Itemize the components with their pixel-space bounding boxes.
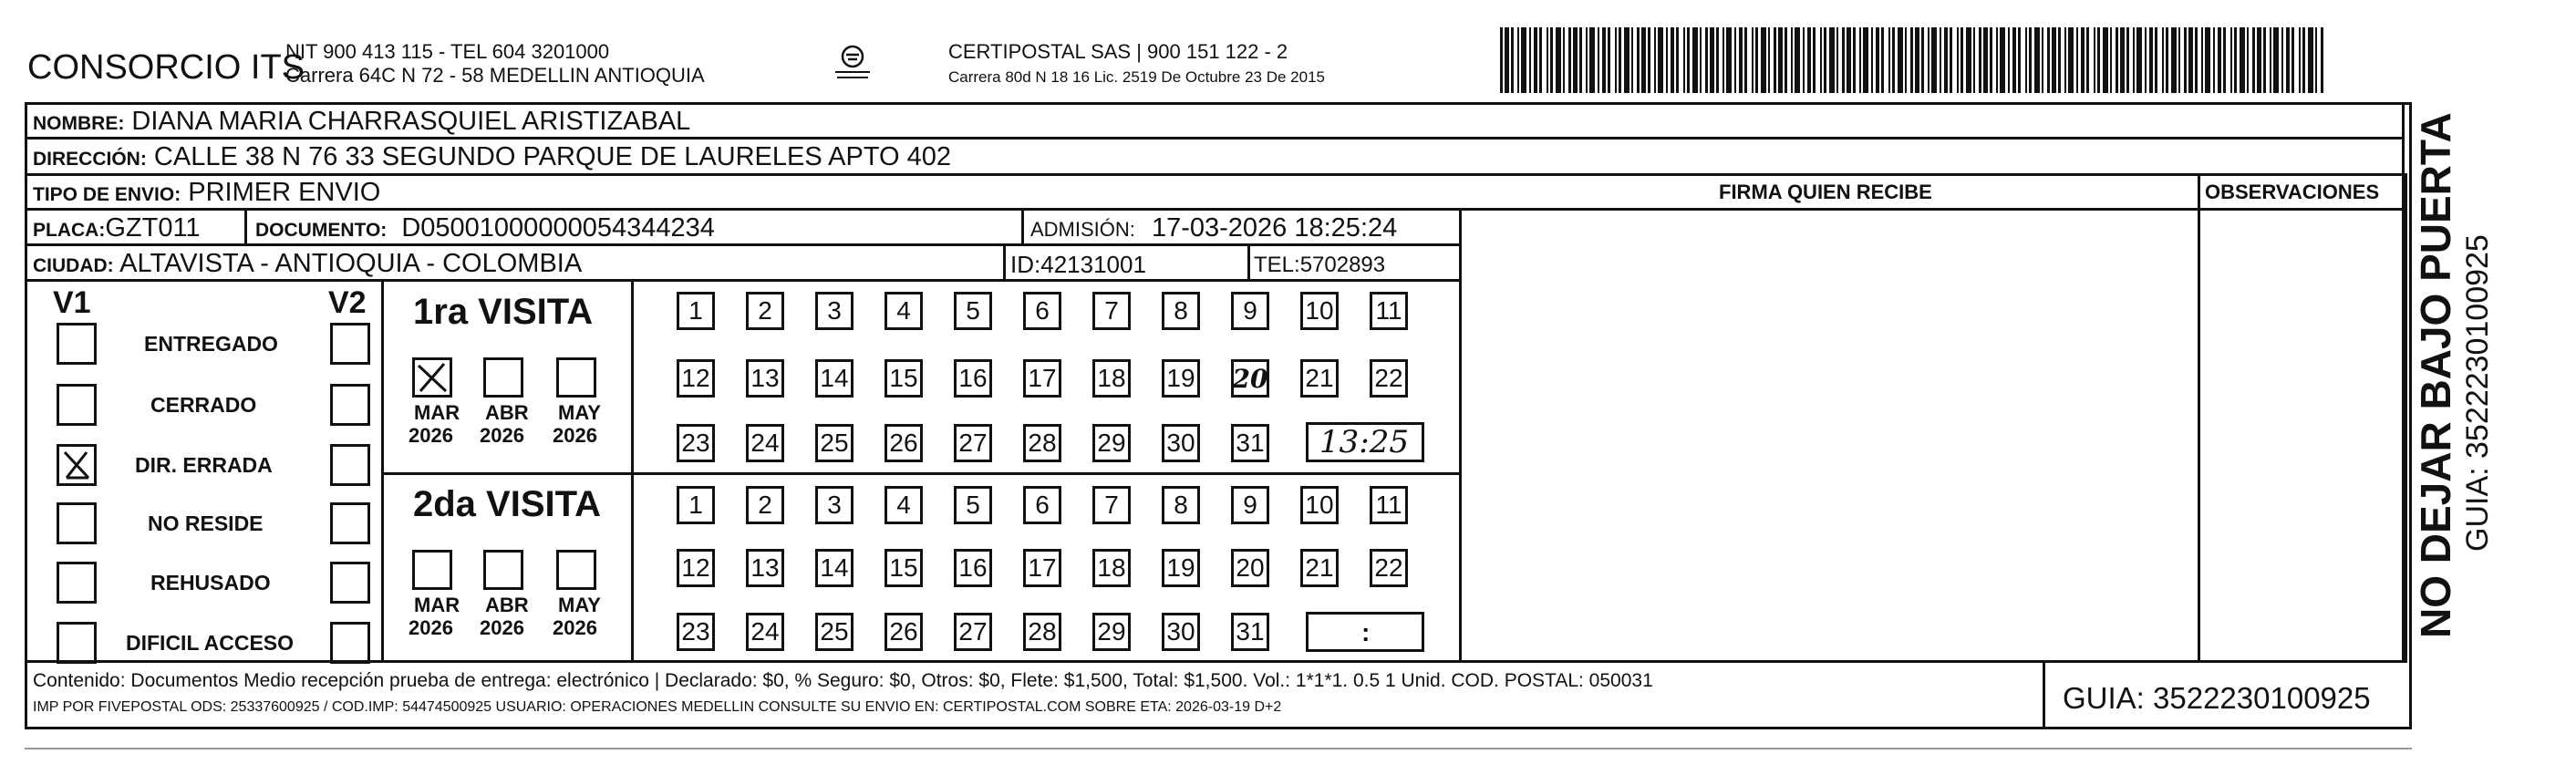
- day-cell[interactable]: 19: [1162, 359, 1200, 398]
- barcode-bar: [2184, 27, 2187, 93]
- barcode-bar: [2321, 27, 2323, 93]
- x-mark-icon: [415, 360, 450, 395]
- day-cell[interactable]: 10: [1300, 486, 1339, 524]
- barcode-bar: [2047, 27, 2050, 93]
- day-cell[interactable]: 8: [1162, 292, 1200, 330]
- status-label: DIR. ERRADA: [135, 453, 273, 477]
- barcode-bar: [1960, 27, 1963, 93]
- barcode-bar: [2223, 27, 2226, 93]
- barcode-bar: [2188, 27, 2193, 93]
- tipo-value: PRIMER ENVIO: [188, 178, 381, 207]
- id-value: 42131001: [1040, 251, 1146, 278]
- ciudad-label: CIUDAD:: [33, 255, 114, 276]
- barcode-bar: [1778, 27, 1783, 93]
- visit1-title: 1ra VISITA: [413, 292, 594, 332]
- day-cell[interactable]: 24: [746, 424, 784, 462]
- barcode-bar: [1829, 27, 1835, 93]
- barcode-bar: [1619, 27, 1621, 93]
- barcode-bar: [2201, 27, 2203, 93]
- barcode-bar: [1836, 27, 1838, 93]
- barcode-bar: [1666, 27, 1668, 93]
- month-label: MAR: [414, 594, 460, 616]
- day-cell[interactable]: 31: [1231, 613, 1269, 651]
- barcode-bar: [1529, 27, 1531, 93]
- barcode-bar: [2029, 27, 2032, 93]
- barcode-bar: [1692, 27, 1698, 93]
- carrier-address: Carrera 80d N 18 16 Lic. 2519 De Octubre 23 De 2015: [948, 68, 1325, 86]
- barcode-bar: [1979, 27, 1981, 93]
- status-v1-checkbox[interactable]: [57, 323, 97, 365]
- direccion-value: CALLE 38 N 76 33 SEGUNDO PARQUE DE LAURELES APTO 402: [153, 142, 952, 171]
- barcode-bar: [1739, 27, 1743, 93]
- barcode-bar: [2025, 27, 2027, 93]
- admision-value: 17-03-2026 18:25:24: [1151, 213, 1398, 243]
- footer-imp: IMP POR FIVEPOSTAL ODS: 25337600925 / COD.IMP: 54474500925 USUARIO: OPERACIONES MEDELLIN CONSULTE SU ENVIO EN: CERTIPOSTAL.COM SOBRE ETA: 2026-03-19 D+2: [33, 699, 1282, 715]
- barcode-bar: [1624, 27, 1629, 93]
- day-cell[interactable]: 27: [954, 424, 992, 462]
- barcode-bar: [1915, 27, 1919, 93]
- barcode-bar: [1847, 27, 1851, 93]
- barcode-bar: [2299, 27, 2301, 93]
- day-cell[interactable]: 28: [1023, 424, 1061, 462]
- nombre-value: DIANA MARIA CHARRASQUIEL ARISTIZABAL: [131, 107, 691, 136]
- documento-value: D05001000000054344234: [401, 213, 715, 243]
- admision-label: ADMISIÓN:: [1030, 218, 1135, 241]
- barcode-bar: [1608, 27, 1610, 93]
- observaciones-header: OBSERVACIONES: [2205, 181, 2380, 203]
- barcode-bar: [2012, 27, 2016, 93]
- day-cell[interactable]: 16: [954, 549, 992, 587]
- barcode-bar: [2076, 27, 2078, 93]
- id-label: ID:: [1010, 251, 1041, 278]
- day-cell[interactable]: 7: [1092, 292, 1131, 330]
- day-cell[interactable]: 12: [677, 359, 715, 398]
- month-label: MAY: [558, 594, 601, 616]
- barcode-bar: [2281, 27, 2283, 93]
- day-cell[interactable]: 3: [815, 486, 853, 524]
- barcode-bar: [1820, 27, 1822, 93]
- company-nit: NIT 900 413 115 - TEL 604 3201000: [285, 40, 610, 63]
- year-label: 2026: [409, 616, 453, 639]
- barcode-bar: [1615, 27, 1617, 93]
- day-cell[interactable]: 5: [954, 486, 992, 524]
- barcode-bar: [1726, 27, 1732, 93]
- barcode-bar: [1966, 27, 1971, 93]
- firma-header: FIRMA QUIEN RECIBE: [1719, 181, 1932, 203]
- barcode-bar: [2247, 27, 2249, 93]
- barcode-bar: [1568, 27, 1571, 93]
- barcode-bar: [2126, 27, 2129, 93]
- footer-guia: GUIA: 3522230100925: [2063, 681, 2371, 715]
- day-cell[interactable]: 19: [1162, 549, 1200, 587]
- barcode-bar: [1534, 27, 1537, 93]
- barcode-bar: [1853, 27, 1856, 93]
- day-cell[interactable]: 26: [885, 424, 923, 462]
- company-address: Carrera 64C N 72 - 58 MEDELLIN ANTIOQUIA: [285, 64, 705, 87]
- status-label: NO RESIDE: [148, 512, 264, 535]
- barcode-bar: [2097, 27, 2100, 93]
- barcode-bar: [1579, 27, 1582, 93]
- barcode-bar: [2171, 27, 2177, 93]
- month-checkbox[interactable]: [483, 357, 523, 398]
- day-cell[interactable]: 14: [815, 549, 853, 587]
- day-cell[interactable]: 15: [885, 549, 923, 587]
- day-cell[interactable]: 23: [677, 613, 715, 651]
- day-cell[interactable]: 31: [1231, 424, 1269, 462]
- barcode-bar: [2064, 27, 2066, 93]
- tel-row: [1254, 254, 1385, 276]
- barcode-bar: [1768, 27, 1770, 93]
- barcode-bar: [1824, 27, 1826, 93]
- barcode-bar: [2308, 27, 2313, 93]
- v1-header: V1: [53, 285, 91, 320]
- barcode-bar: [2270, 27, 2271, 93]
- barcode-bar: [1785, 27, 1787, 93]
- barcode-bar: [2166, 27, 2168, 93]
- direccion-label: DIRECCIÓN:: [33, 149, 147, 170]
- barcode-bar: [1888, 27, 1890, 93]
- barcode-bar: [2133, 27, 2135, 93]
- day-cell[interactable]: 20: [1231, 359, 1269, 398]
- footer-contenido: Contenido: Documentos Medio recepción prueba de entrega: electrónico | Declarado: $0, % Seguro: $0, Otros: $0, Flete: $1,500, Total: $1,500. Vol.: 1*1*1. 0.5 1 Unid. COD. POSTAL: 050031: [33, 670, 1653, 691]
- barcode-bar: [1539, 27, 1542, 93]
- year-label: 2026: [553, 424, 597, 447]
- placa-value: GZT011: [105, 213, 201, 243]
- barcode-bar: [2103, 27, 2108, 93]
- barcode-bar: [1563, 27, 1565, 93]
- carrier-name: CERTIPOSTAL SAS | 900 151 122 - 2: [948, 40, 1288, 63]
- barcode-bar: [2081, 27, 2085, 93]
- day-cell[interactable]: 21: [1300, 549, 1339, 587]
- barcode-bar: [2094, 27, 2095, 93]
- status-v2-checkbox[interactable]: [330, 444, 370, 486]
- barcode-bar: [1944, 27, 1948, 93]
- barcode-bar: [2315, 27, 2317, 93]
- barcode-bar: [1547, 27, 1548, 93]
- barcode-bar: [1803, 27, 1805, 93]
- status-v2-checkbox[interactable]: [330, 622, 370, 664]
- year-label: 2026: [480, 424, 524, 447]
- barcode-bar: [1876, 27, 1879, 93]
- barcode-bar: [1871, 27, 1873, 93]
- barcode-bar: [1589, 27, 1595, 93]
- day-cell[interactable]: 9: [1231, 486, 1269, 524]
- barcode-bar: [2230, 27, 2232, 93]
- day-cell[interactable]: 18: [1092, 549, 1131, 587]
- barcode-bar: [1905, 27, 1907, 93]
- barcode-bar: [2257, 27, 2261, 93]
- barcode-bar: [1761, 27, 1766, 93]
- day-cell[interactable]: 17: [1023, 549, 1061, 587]
- day-cell[interactable]: 23: [677, 424, 715, 462]
- nombre-label: NOMBRE:: [33, 113, 125, 134]
- barcode-bar: [2008, 27, 2010, 93]
- status-label: CERRADO: [150, 393, 257, 417]
- day-cell[interactable]: 30: [1162, 424, 1200, 462]
- day-cell[interactable]: 4: [885, 292, 923, 330]
- ciudad-row: [33, 251, 582, 277]
- barcode-bar: [1752, 27, 1754, 93]
- day-cell[interactable]: 4: [885, 486, 923, 524]
- barcode-bar: [2145, 27, 2147, 93]
- month-label: ABR: [485, 594, 529, 616]
- ciudad-value: ALTAVISTA - ANTIOQUIA - COLOMBIA: [119, 249, 583, 278]
- day-cell[interactable]: 22: [1370, 549, 1408, 587]
- year-label: 2026: [553, 616, 597, 639]
- visit2-time: :: [1361, 618, 1371, 646]
- barcode-bar: [1734, 27, 1736, 93]
- month-checkbox[interactable]: [483, 550, 523, 590]
- day-cell[interactable]: 1: [677, 292, 715, 330]
- barcode-bar: [1791, 27, 1793, 93]
- day-cell[interactable]: 21: [1300, 359, 1339, 398]
- barcode-bar: [1556, 27, 1561, 93]
- day-cell[interactable]: 13: [746, 549, 784, 587]
- barcode-bar: [1505, 27, 1509, 93]
- nombre-row: [33, 108, 690, 135]
- barcode-bar: [1898, 27, 1903, 93]
- barcode-bar: [1723, 27, 1724, 93]
- barcode-bar: [1996, 27, 1998, 93]
- month-label: MAR: [414, 401, 460, 424]
- admision-row: [1030, 215, 1397, 242]
- barcode-bar: [1705, 27, 1708, 93]
- documento-row: [255, 215, 715, 242]
- barcode-bar: [2116, 27, 2118, 93]
- barcode-bar: [1892, 27, 1895, 93]
- barcode-bar: [1500, 27, 1503, 93]
- barcode: [1500, 27, 2330, 93]
- side-guia: GUIA: 3522230100925: [2460, 234, 2495, 552]
- day-cell[interactable]: 12: [677, 549, 715, 587]
- barcode-bar: [1910, 27, 1913, 93]
- day-cell[interactable]: 29: [1092, 424, 1131, 462]
- day-cell[interactable]: 5: [954, 292, 992, 330]
- month-checkbox[interactable]: [556, 550, 596, 590]
- barcode-bar: [1813, 27, 1816, 93]
- barcode-bar: [1511, 27, 1514, 93]
- barcode-bar: [1881, 27, 1884, 93]
- direccion-row: [33, 144, 951, 170]
- day-cell[interactable]: 22: [1370, 359, 1408, 398]
- day-cell[interactable]: 2: [746, 292, 784, 330]
- barcode-bar: [2052, 27, 2056, 93]
- day-cell[interactable]: 30: [1162, 613, 1200, 651]
- barcode-bar: [1683, 27, 1685, 93]
- barcode-bar: [1700, 27, 1702, 93]
- barcode-bar: [1631, 27, 1633, 93]
- day-cell[interactable]: 10: [1300, 292, 1339, 330]
- barcode-bar: [1602, 27, 1606, 93]
- status-v2-checkbox[interactable]: [330, 384, 370, 426]
- barcode-bar: [1973, 27, 1975, 93]
- tel-label: TEL:: [1254, 253, 1300, 277]
- status-label: ENTREGADO: [144, 332, 278, 356]
- barcode-bar: [1517, 27, 1519, 93]
- barcode-bar: [2302, 27, 2305, 93]
- barcode-bar: [2086, 27, 2089, 93]
- barcode-bar: [2155, 27, 2157, 93]
- barcode-bar: [1842, 27, 1845, 93]
- day-cell[interactable]: 26: [885, 613, 923, 651]
- certipostal-logo: [830, 38, 875, 84]
- barcode-bar: [2068, 27, 2074, 93]
- barcode-bar: [2273, 27, 2279, 93]
- month-checkbox[interactable]: [556, 357, 596, 398]
- year-label: 2026: [409, 424, 453, 447]
- day-cell[interactable]: 25: [815, 424, 853, 462]
- barcode-bar: [1676, 27, 1679, 93]
- v2-header: V2: [328, 285, 367, 320]
- barcode-bar: [1586, 27, 1588, 93]
- month-checkbox[interactable]: [412, 357, 452, 398]
- status-v1-checkbox[interactable]: [57, 444, 97, 486]
- barcode-bar: [1710, 27, 1714, 93]
- barcode-bar: [2162, 27, 2164, 93]
- visit1-time-box[interactable]: [1306, 422, 1424, 462]
- barcode-bar: [1957, 27, 1959, 93]
- status-label: DIFICIL ACCESO: [126, 631, 295, 655]
- day-cell[interactable]: 3: [815, 292, 853, 330]
- barcode-bar: [1550, 27, 1553, 93]
- status-v2-checkbox[interactable]: [330, 323, 370, 365]
- day-cell[interactable]: 18: [1092, 359, 1131, 398]
- barcode-bar: [1573, 27, 1578, 93]
- no-dejar-bajo-puerta: NO DEJAR BAJO PUERTA: [2412, 112, 2459, 638]
- barcode-bar: [1807, 27, 1811, 93]
- status-v1-checkbox[interactable]: [57, 562, 97, 604]
- barcode-bar: [2292, 27, 2294, 93]
- barcode-bar: [1654, 27, 1656, 93]
- barcode-bar: [1598, 27, 1599, 93]
- barcode-bar: [2136, 27, 2142, 93]
- barcode-bar: [2205, 27, 2210, 93]
- barcode-bar: [1648, 27, 1650, 93]
- visit2-title: 2da VISITA: [413, 484, 601, 524]
- barcode-bar: [2000, 27, 2005, 93]
- day-cell[interactable]: 11: [1370, 486, 1408, 524]
- barcode-bar: [2058, 27, 2061, 93]
- day-cell[interactable]: 9: [1231, 292, 1269, 330]
- placa-label: PLACA:: [33, 220, 106, 241]
- day-cell[interactable]: 13: [746, 359, 784, 398]
- barcode-bar: [2252, 27, 2255, 93]
- status-v1-checkbox[interactable]: [57, 622, 97, 664]
- visit1-time: 13:25: [1319, 424, 1409, 460]
- month-label: ABR: [485, 401, 529, 424]
- day-cell[interactable]: 29: [1092, 613, 1131, 651]
- barcode-bar: [2110, 27, 2112, 93]
- day-cell[interactable]: 28: [1023, 613, 1061, 651]
- day-cell[interactable]: 17: [1023, 359, 1061, 398]
- day-cell[interactable]: 6: [1023, 486, 1061, 524]
- barcode-bar: [1716, 27, 1719, 93]
- id-row: [1010, 253, 1146, 276]
- barcode-bar: [1940, 27, 1941, 93]
- tel-value: 5702893: [1299, 253, 1386, 277]
- status-v2-checkbox[interactable]: [330, 502, 370, 544]
- barcode-bar: [1990, 27, 1992, 93]
- barcode-bar: [2195, 27, 2198, 93]
- barcode-bar: [1774, 27, 1776, 93]
- barcode-bar: [2213, 27, 2215, 93]
- day-cell[interactable]: 11: [1370, 292, 1408, 330]
- barcode-bar: [1521, 27, 1526, 93]
- status-v2-checkbox[interactable]: [330, 562, 370, 604]
- barcode-bar: [1641, 27, 1646, 93]
- day-cell[interactable]: 16: [954, 359, 992, 398]
- barcode-bar: [2234, 27, 2237, 93]
- company-name: CONSORCIO ITS: [27, 48, 305, 87]
- day-cell[interactable]: 8: [1162, 486, 1200, 524]
- day-cell[interactable]: 2: [746, 486, 784, 524]
- month-label: MAY: [558, 401, 601, 424]
- tipo-label: TIPO DE ENVIO:: [33, 184, 181, 205]
- month-checkbox[interactable]: [412, 550, 452, 590]
- barcode-bar: [1795, 27, 1800, 93]
- status-v1-checkbox[interactable]: [57, 384, 97, 426]
- barcode-bar: [1658, 27, 1663, 93]
- barcode-bar: [2120, 27, 2125, 93]
- year-label: 2026: [480, 616, 524, 639]
- barcode-bar: [2240, 27, 2245, 93]
- barcode-bar: [1687, 27, 1690, 93]
- day-cell[interactable]: 15: [885, 359, 923, 398]
- day-cell[interactable]: 1: [677, 486, 715, 524]
- barcode-bar: [2042, 27, 2043, 93]
- day-cell[interactable]: 7: [1092, 486, 1131, 524]
- day-cell[interactable]: 6: [1023, 292, 1061, 330]
- barcode-bar: [2034, 27, 2040, 93]
- day-cell[interactable]: 25: [815, 613, 853, 651]
- barcode-bar: [1921, 27, 1924, 93]
- placa-row: [33, 215, 201, 242]
- day-cell[interactable]: 14: [815, 359, 853, 398]
- barcode-bar: [1928, 27, 1929, 93]
- barcode-bar: [2263, 27, 2266, 93]
- barcode-bar: [1744, 27, 1747, 93]
- barcode-bar: [1859, 27, 1861, 93]
- barcode-bar: [1637, 27, 1640, 93]
- barcode-bar: [1863, 27, 1868, 93]
- status-v1-checkbox[interactable]: [57, 502, 97, 544]
- barcode-bar: [1983, 27, 1988, 93]
- barcode-bar: [2018, 27, 2021, 93]
- barcode-bar: [1671, 27, 1674, 93]
- x-mark-icon: [59, 447, 94, 483]
- barcode-bar: [2286, 27, 2290, 93]
- barcode-bar: [2178, 27, 2180, 93]
- visit2-time-box[interactable]: [1306, 612, 1424, 652]
- barcode-bar: [1950, 27, 1952, 93]
- day-cell[interactable]: 24: [746, 613, 784, 651]
- day-cell[interactable]: 20: [1231, 549, 1269, 587]
- barcode-bar: [1931, 27, 1937, 93]
- day-cell[interactable]: 27: [954, 613, 992, 651]
- barcode-bar: [2218, 27, 2221, 93]
- tipo-row: [33, 180, 380, 206]
- barcode-bar: [2149, 27, 2153, 93]
- status-label: REHUSADO: [150, 571, 271, 594]
- documento-label: DOCUMENTO:: [255, 220, 388, 241]
- barcode-bar: [1755, 27, 1758, 93]
